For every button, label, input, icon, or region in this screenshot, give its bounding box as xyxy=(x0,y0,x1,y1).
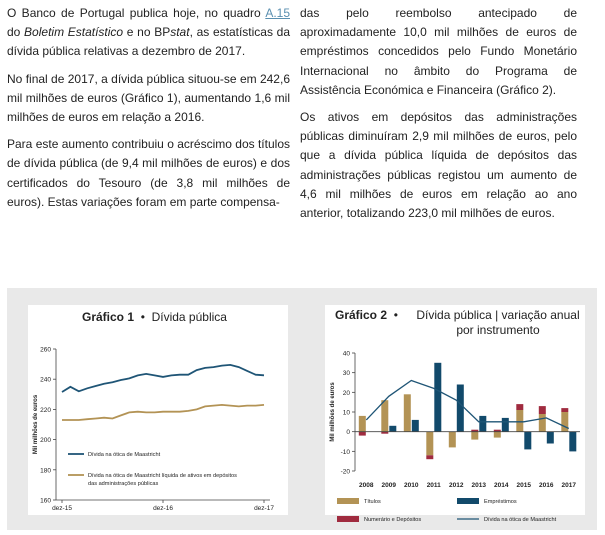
chart-2-x-tick-label: 2016 xyxy=(539,482,554,489)
chart-1-legend-label: Dívida na ótica de Maastricht líquida de ativos em depósitos xyxy=(88,473,237,479)
chart-2-x-tick-label: 2008 xyxy=(359,482,374,489)
chart-1-svg xyxy=(28,305,288,515)
chart-2-bar-titulos xyxy=(516,410,523,432)
chart-2-y-axis-label: Mil milhões de euros xyxy=(330,382,336,442)
chart-2-y-tick-label: -10 xyxy=(340,448,350,456)
chart-2-bar-emprestimos xyxy=(412,420,419,432)
chart-2-bar-depositos xyxy=(359,432,366,436)
chart-2-legend-label: Dívida na ótica de Maastricht xyxy=(484,517,557,523)
intro-text-b: do xyxy=(7,25,25,40)
chart-2-bar-emprestimos xyxy=(434,363,441,432)
chart-1-x-tick-label: dez-17 xyxy=(254,505,274,512)
chart-2-y-tick-label: 20 xyxy=(342,389,350,397)
chart-2-bar-titulos xyxy=(404,394,411,431)
chart-1-y-tick-label: 180 xyxy=(40,467,51,475)
chart-2-bar-emprestimos xyxy=(524,432,531,450)
chart-2-y-tick-label: 10 xyxy=(342,409,350,417)
chart-1-y-tick-label: 200 xyxy=(40,437,51,445)
chart-1-legend-label: Dívida na ótica de Maastricht xyxy=(88,452,161,458)
chart-1-y-axis-label: Mil milhões de euros xyxy=(33,394,39,455)
chart-2-bar-depositos xyxy=(561,408,568,412)
chart-2-y-tick-label: 0 xyxy=(346,429,350,437)
chart-2-bar-titulos xyxy=(359,416,366,432)
text-column-left xyxy=(7,4,290,220)
intro-text-d: , as estatísticas da dívida pública relativas a dezembro de 2017. xyxy=(7,25,291,59)
chart-2-maastricht-line xyxy=(366,381,569,429)
chart-1-y-tick-label: 260 xyxy=(40,346,51,354)
chart-2-legend-swatch xyxy=(337,516,359,522)
paragraph-deposits: Os ativos em depósitos das administrações públicas diminuíram 2,9 mil milhões de euros, pelo que a dívida pública líquida de depósitos das administrações públicas registou um aumento de 4,6 mil milhões de euros em relação ao ano anterior, totalizando 223,0 mil milhões de euros. xyxy=(300,110,577,221)
chart-2-bar-emprestimos xyxy=(479,416,486,432)
chart-2-bar-emprestimos xyxy=(457,385,464,432)
chart-2-subtitle: Dívida pública | variação anual por instrumento xyxy=(416,308,580,337)
chart-1-y-tick-label: 160 xyxy=(40,497,51,505)
chart-2-svg xyxy=(325,305,585,523)
paragraph-debt-level: No final de 2017, a dívida pública situou-se em 242,6 mil milhões de euros (Gráfico 1), aumentando 1,6 mil milhões de euros em relação a 2016. xyxy=(7,71,290,125)
chart-1-legend-label: das administrações públicas xyxy=(88,481,159,487)
text-column-right xyxy=(300,4,577,231)
paragraph-repayment: das pelo reembolso antecipado de aproximadamente 10,0 mil milhões de euros de empréstimos concedidos pelo Fundo Monetário Internacional no âmbito do Programa de Assistência Económica e Financeira (Gráfico 2). xyxy=(300,6,577,97)
chart-2-legend-swatch xyxy=(337,498,359,504)
table-a15-link[interactable]: A.15 xyxy=(265,6,290,20)
chart-2-bar-emprestimos xyxy=(569,432,576,452)
chart-1-x-tick-label: dez-16 xyxy=(153,505,173,512)
intro-text-c: e no BP xyxy=(123,25,171,40)
chart-2-bar-depositos xyxy=(426,455,433,459)
chart-2-x-tick-label: 2012 xyxy=(449,482,464,489)
chart-2 xyxy=(325,305,585,523)
chart-1 xyxy=(28,305,288,515)
chart-2-x-tick-label: 2009 xyxy=(381,482,396,489)
intro-text-a: O Banco de Portugal publica hoje, no quadro xyxy=(7,6,266,20)
chart-2-bar-titulos xyxy=(449,432,456,448)
chart-2-bar-depositos xyxy=(539,406,546,414)
chart-1-y-tick-label: 220 xyxy=(40,406,51,414)
chart-2-bar-titulos xyxy=(471,432,478,440)
chart-2-y-tick-label: -20 xyxy=(340,468,350,476)
chart-2-title: Gráfico 2 • xyxy=(335,308,402,322)
chart-2-bar-emprestimos xyxy=(502,418,509,432)
chart-2-x-tick-label: 2011 xyxy=(426,482,441,489)
boletim-estatistico-text: Boletim Estatístico xyxy=(24,25,124,40)
chart-2-x-tick-label: 2017 xyxy=(561,482,576,489)
chart-2-bar-titulos xyxy=(381,400,388,432)
chart-2-bar-titulos xyxy=(539,414,546,432)
chart-1-series-line-1 xyxy=(62,365,264,392)
chart-1-x-tick-label: dez-15 xyxy=(52,505,72,512)
bpstat-text: stat xyxy=(170,25,190,40)
chart-2-x-tick-label: 2014 xyxy=(494,482,509,489)
chart-2-bar-emprestimos xyxy=(547,432,554,444)
chart-1-title: Gráfico 1 • Dívida pública xyxy=(82,310,227,324)
chart-1-subtitle: Dívida pública xyxy=(151,310,227,324)
chart-2-bar-titulos xyxy=(494,432,501,438)
chart-2-bar-emprestimos xyxy=(389,426,396,432)
chart-1-series-line-2 xyxy=(62,405,264,420)
charts-panel xyxy=(7,288,597,530)
chart-2-x-tick-label: 2013 xyxy=(471,482,486,489)
chart-2-bar-depositos xyxy=(516,404,523,410)
chart-2-y-tick-label: 30 xyxy=(342,370,350,378)
chart-2-legend-swatch xyxy=(457,498,479,504)
chart-2-x-tick-label: 2015 xyxy=(516,482,531,489)
chart-2-bar-titulos xyxy=(426,432,433,456)
paragraph-intro xyxy=(7,4,290,62)
chart-2-bar-titulos xyxy=(561,412,568,432)
chart-1-y-tick-label: 240 xyxy=(40,376,51,384)
chart-2-y-tick-label: 40 xyxy=(342,350,350,358)
paragraph-contributions: Para este aumento contribuiu o acréscimo dos títulos de dívida pública (de 9,4 mil milhões de euros) e dos certificados do Tesouro (de 3,8 mil milhões de euros). Estas variações foram em parte compensa- xyxy=(7,137,290,209)
chart-2-x-tick-label: 2010 xyxy=(404,482,419,489)
chart-2-legend-label: Títulos xyxy=(364,499,381,505)
chart-2-legend-label: Empréstimos xyxy=(484,499,517,505)
chart-2-legend-label: Numerário e Depósitos xyxy=(364,517,422,523)
